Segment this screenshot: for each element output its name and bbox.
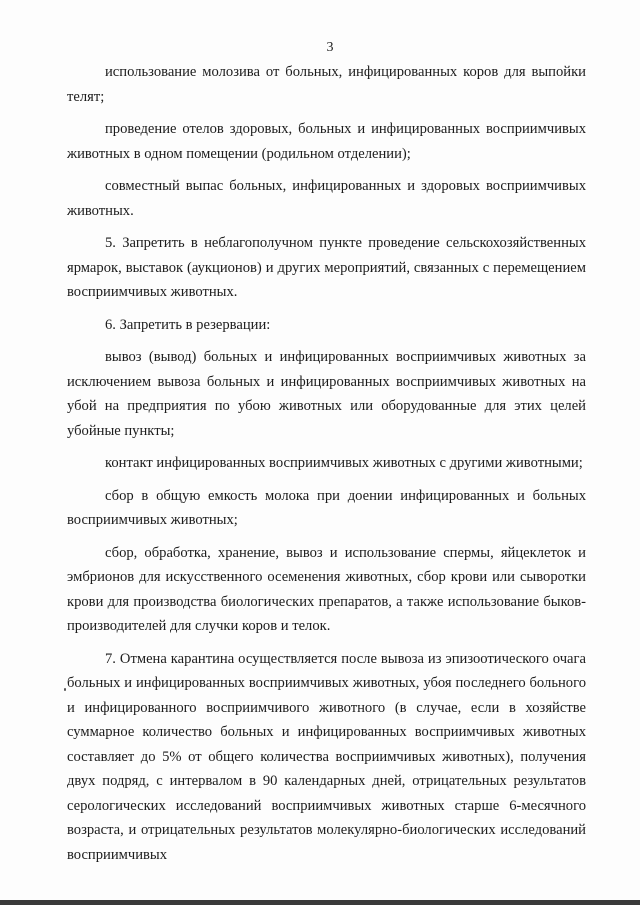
paragraph-removal: вывоз (вывод) больных и инфицированных восприимчивых животных за исключением вывоза больных и инфицированных восприимчивых животных на убой на предприятия по убою животных или оборудованные для этих целей убойные пункты;	[67, 349, 586, 439]
scan-bottom-edge	[0, 900, 640, 905]
paragraph-milk: сбор в общую емкость молока при доении инфицированных и больных восприимчивых животных;	[67, 487, 586, 528]
document-body	[67, 60, 586, 875]
paragraph-calving: проведение отелов здоровых, больных и инфицированных восприимчивых животных в одном помещении (родильном отделении);	[67, 121, 586, 162]
paragraph-colostrum: использование молозива от больных, инфицированных коров для выпойки телят;	[67, 64, 586, 105]
scan-speck	[64, 688, 66, 691]
page-number: 3	[326, 40, 334, 55]
paragraph-item-7: 7. Отмена карантина осуществляется после вывоза из эпизоотического очага больных и инфицированных восприимчивых животных, убоя последнего больного и инфицированного восприимчивого животного (в случае, если в хозяйстве суммарное количество больных и инфицированных восприимчивых животных составляет до 5% от общего количества восприимчивых животных), получения двух подряд, с интервалом в 90 календарных дней, отрицательных результатов серологических исследований восприимчивых животных старше 6-месячного возраста, и отрицательных результатов молекулярно-биологических исследований восприимчивых	[67, 650, 586, 863]
paragraph-grazing: совместный выпас больных, инфицированных и здоровых восприимчивых животных.	[67, 178, 586, 219]
paragraph-item-6: 6. Запретить в резервации:	[105, 316, 271, 333]
paragraph-semen: сбор, обработка, хранение, вывоз и использование спермы, яйцеклеток и эмбрионов для искусственного осеменения животных, сбор крови или сыворотки крови для производства биологических препаратов, а также использование быков-производителей для случки коров и телок.	[67, 544, 586, 634]
paragraph-contact: контакт инфицированных восприимчивых животных с другими животными;	[105, 455, 583, 471]
paragraph-item-5: 5. Запретить в неблагополучном пункте проведение сельскохозяйственных ярмарок, выставок (аукционов) и других мероприятий, связанных с перемещением восприимчивых животных.	[67, 235, 586, 300]
